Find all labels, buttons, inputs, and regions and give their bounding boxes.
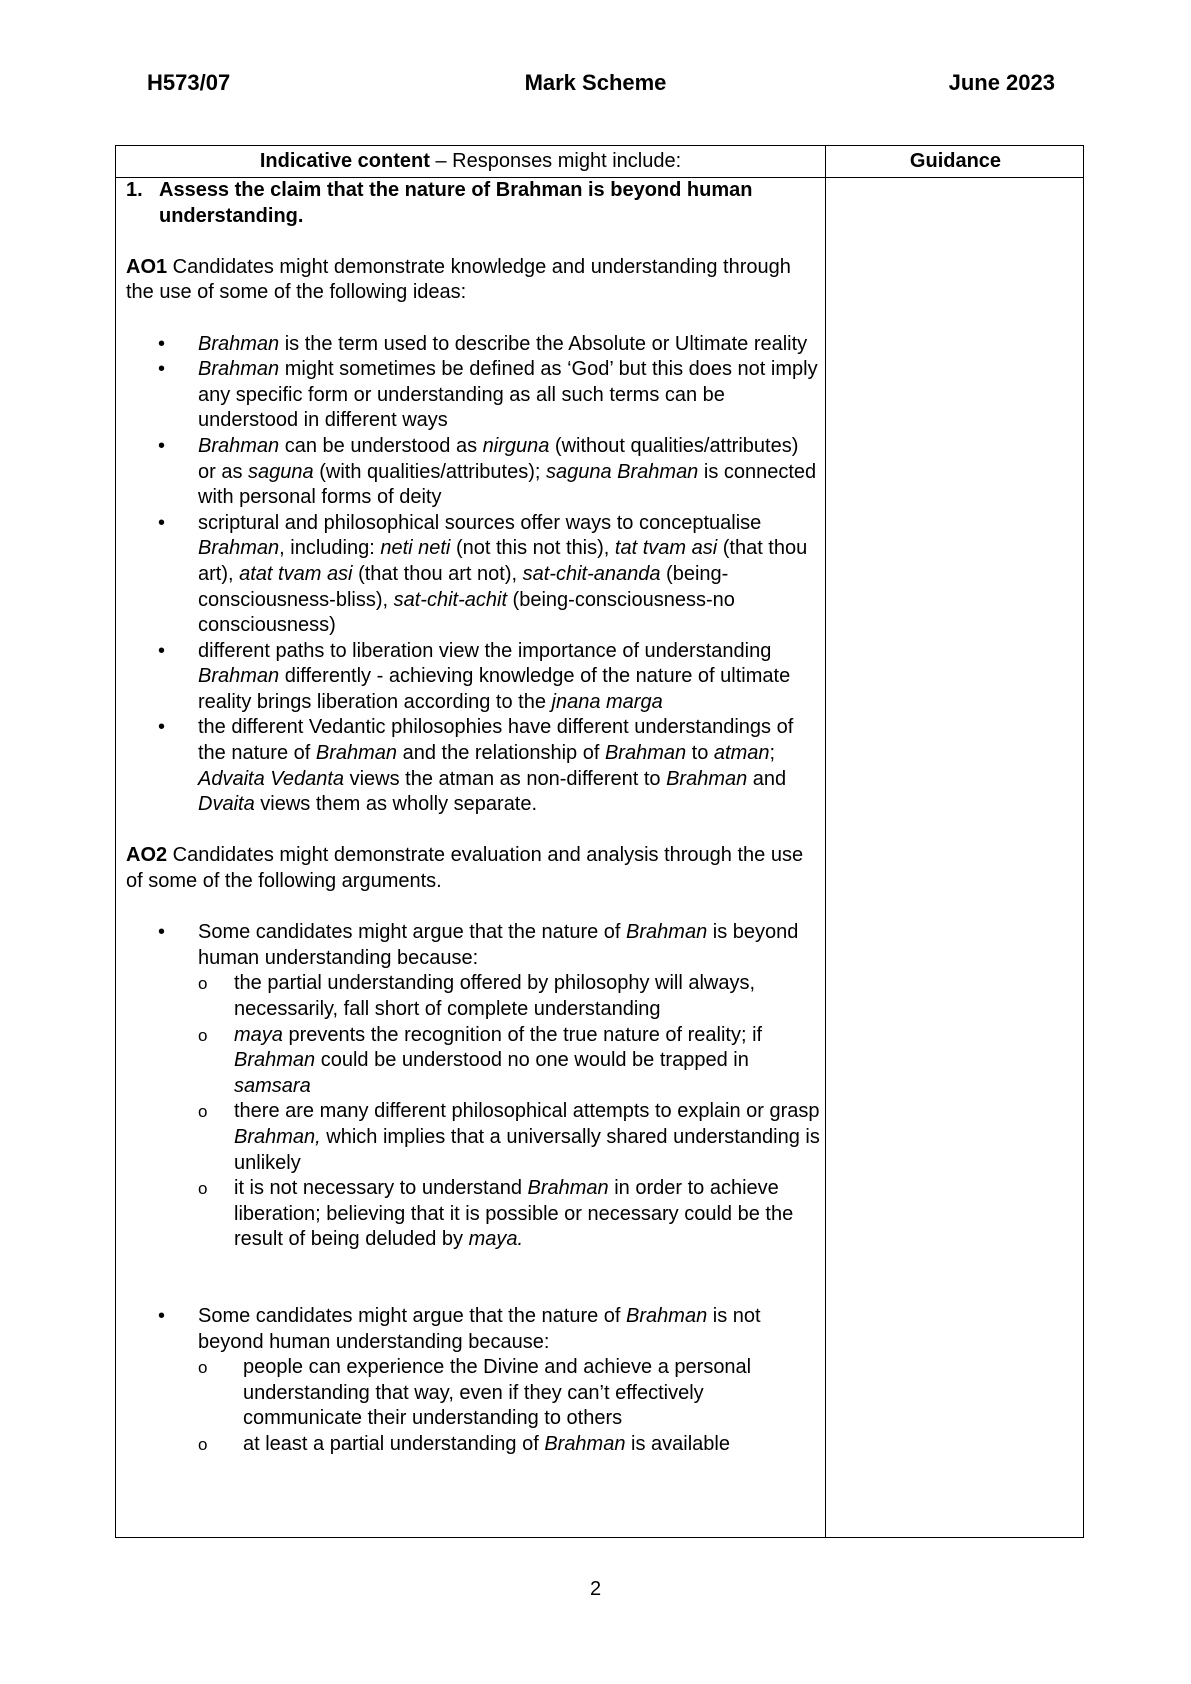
list-item: • Brahman can be understood as nirguna (without qualities/attributes) or as saguna (with qualities/attributes); saguna Brahman is connected with personal forms of deity (158, 434, 817, 509)
ao2-list-continued (126, 1304, 821, 1458)
ao1-intro: AO1 Candidates might demonstrate knowledge and understanding through the use of some of the following ideas: (126, 255, 791, 304)
list-item: • Brahman is the term used to describe the Absolute or Ultimate reality (158, 332, 808, 355)
guidance-header: Guidance (909, 150, 1002, 172)
document-title: Mark Scheme (524, 70, 667, 95)
ao2-list (126, 920, 821, 1253)
ao2-intro: AO2 Candidates might demonstrate evaluation and analysis through the use of some of the following arguments. (126, 844, 804, 893)
question-1 (126, 178, 821, 229)
sub-list (198, 971, 821, 1253)
list-item: • the different Vedantic philosophies have different understandings of the nature of Brahman and the relationship of Brahman to atman; Advaita Vedanta views the atman as non-different to Brahman and Dvaita views them as wholly separate. (158, 716, 794, 816)
list-item: • Brahman might sometimes be defined as ‘God’ but this does not imply any specific form or understanding as all such terms can be understood in different ways (158, 358, 818, 432)
sub-list-item: o at least a partial understanding of Brahman is available (198, 1432, 730, 1455)
list-item: • Some candidates might argue that the nature of Brahman is beyond human understanding because: o the partial understanding offered by philosophy will always, necessarily, fall short of complete understanding o maya prevents the recognition of the true nature of reality; if Brahman could be understood no one would be trapped in samsara o there are many different philosophical attempts to explain or grasp Brahman, which implies that a universally shared understanding is unlikely o it is not necessary to understand Brahman in order to achieve liberation; believing that it is possible or necessary could be the result of being deluded by maya. (126, 920, 821, 1253)
indicative-content-cell (126, 178, 821, 1458)
page-number: 2 (589, 1578, 602, 1600)
sub-list-item: o there are many different philosophical attempts to explain or grasp Brahman, which implies that a universally shared understanding is unlikely (198, 1100, 820, 1174)
document-code: H573/07 (147, 70, 231, 95)
sub-list-item: o people can experience the Divine and achieve a personal understanding that way, even if they can’t effectively communicate their understanding to others (198, 1356, 752, 1430)
sub-list (198, 1355, 821, 1457)
list-item: • scriptural and philosophical sources offer ways to conceptualise Brahman, including: neti neti (not this not this), tat tvam asi (that thou art), atat tvam asi (that thou art not), sat-chit-ananda (being-consciousness-bliss), sat-chit-achit (being-consciousness-no consciousness) (158, 511, 808, 637)
mark-scheme-table (115, 145, 1084, 1538)
question-text: Assess the claim that the nature of Brahman is beyond human understanding. (159, 179, 753, 227)
indicative-content-header: Indicative content – Responses might include: (259, 150, 682, 172)
document-date: June 2023 (948, 70, 1055, 95)
sub-list-item: o it is not necessary to understand Brahman in order to achieve liberation; believing that it is possible or necessary could be the result of being deluded by maya. (198, 1177, 794, 1251)
question-number: 1. (126, 179, 143, 201)
ao1-list (126, 332, 821, 818)
list-item: • Some candidates might argue that the nature of Brahman is not beyond human understanding because: o people can experience the Divine and achieve a personal understanding that way, even if they can’t effectively communicate their understanding to others o at least a partial understanding of Brahman is available (126, 1304, 821, 1458)
sub-list-item: o the partial understanding offered by philosophy will always, necessarily, fall short of complete understanding (198, 972, 756, 1020)
column-divider (825, 146, 826, 1537)
list-item: • different paths to liberation view the importance of understanding Brahman differently - achieving knowledge of the nature of ultimate reality brings liberation according to the jnana marga (158, 639, 791, 713)
sub-list-item: o maya prevents the recognition of the true nature of reality; if Brahman could be understood no one would be trapped in samsara (198, 1023, 763, 1097)
